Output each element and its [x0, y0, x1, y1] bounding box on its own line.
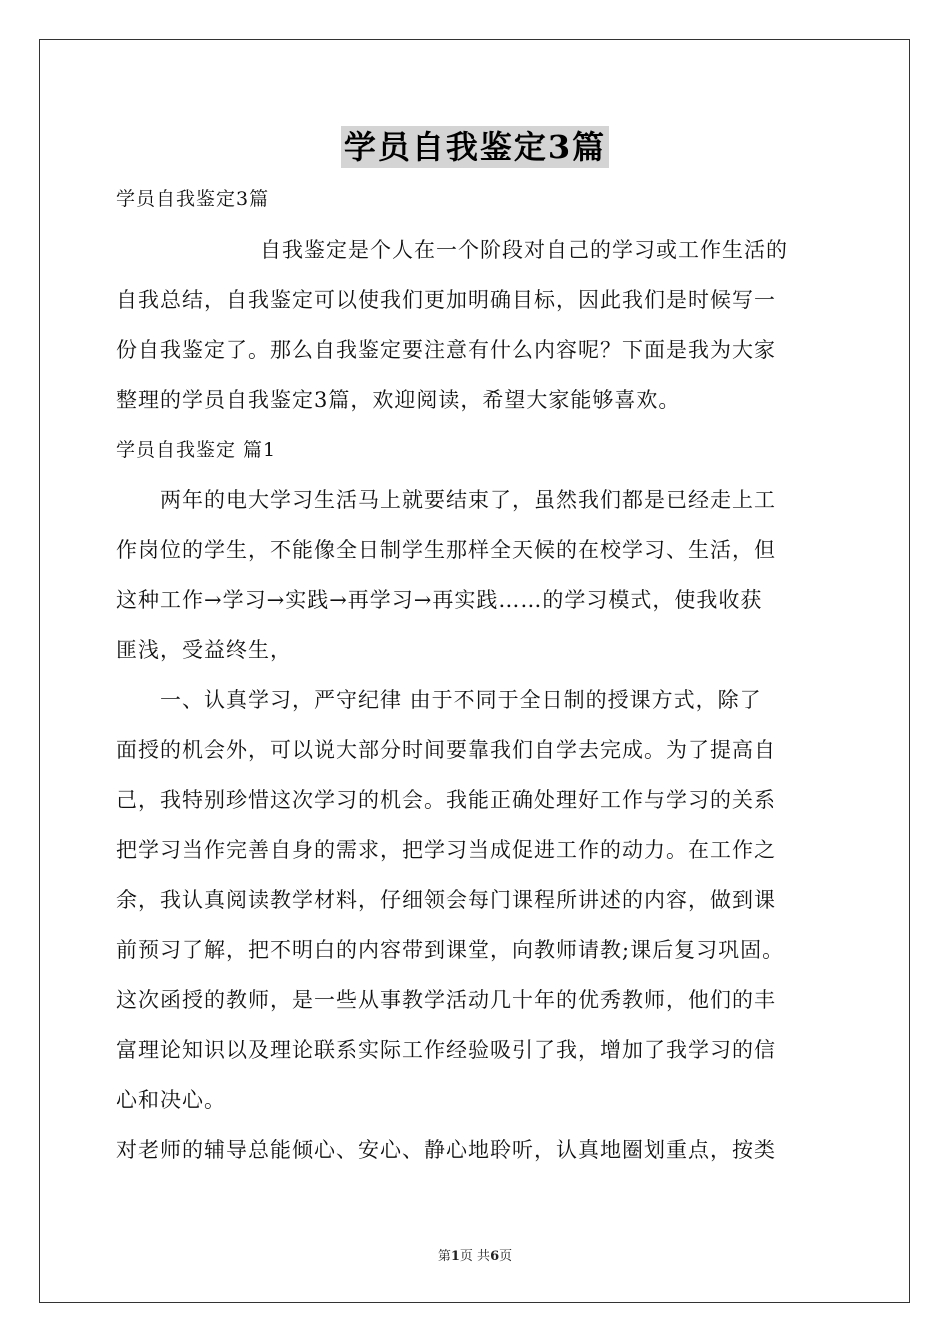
- title-container: [0, 126, 950, 168]
- footer-mid: 页 共: [459, 1249, 491, 1264]
- intro-line-1: 自我鉴定是个人在一个阶段对自己的学习或工作生活的: [260, 238, 788, 262]
- paragraph-line-13: 心和决心。: [116, 1088, 226, 1112]
- paragraph-line-6: 面授的机会外，可以说大部分时间要靠我们自学去完成。为了提高自: [116, 738, 776, 762]
- footer-current-page: 1: [450, 1249, 460, 1264]
- paragraph-line-11: 这次函授的教师，是一些从事教学活动几十年的优秀教师，他们的丰: [116, 988, 776, 1012]
- footer-prefix: 第: [437, 1249, 451, 1264]
- paragraph-line-1: 两年的电大学习生活马上就要结束了，虽然我们都是已经走上工: [160, 488, 776, 512]
- document-subtitle: 学员自我鉴定3篇: [116, 188, 270, 210]
- paragraph-line-9: 余，我认真阅读教学材料，仔细领会每门课程所讲述的内容，做到课: [116, 888, 776, 912]
- paragraph-line-14: 对老师的辅导总能倾心、安心、静心地聆听，认真地圈划重点，按类: [116, 1138, 776, 1162]
- paragraph-line-2: 作岗位的学生，不能像全日制学生那样全天候的在校学习、生活，但: [116, 538, 776, 562]
- paragraph-line-10: 前预习了解，把不明白的内容带到课堂，向教师请教;课后复习巩固。: [116, 938, 785, 962]
- intro-line-3: 份自我鉴定了。那么自我鉴定要注意有什么内容呢？下面是我为大家: [116, 338, 776, 362]
- paragraph-line-3: 这种工作→学习→实践→再学习→再实践……的学习模式，使我收获: [116, 588, 763, 612]
- document-title: 学员自我鉴定3篇: [341, 126, 609, 168]
- paragraph-line-5: 一、认真学习，严守纪律 由于不同于全日制的授课方式，除了: [160, 688, 762, 712]
- intro-line-4: 整理的学员自我鉴定3篇，欢迎阅读，希望大家能够喜欢。: [116, 388, 681, 412]
- section-heading: 学员自我鉴定 篇1: [116, 439, 277, 461]
- intro-line-2: 自我总结，自我鉴定可以使我们更加明确目标，因此我们是时候写一: [116, 288, 776, 312]
- page-footer: [0, 1248, 950, 1266]
- footer-total-pages: 6: [490, 1249, 500, 1264]
- paragraph-line-8: 把学习当作完善自身的需求，把学习当成促进工作的动力。在工作之: [116, 838, 776, 862]
- paragraph-line-4: 匪浅，受益终生，: [116, 638, 292, 662]
- paragraph-line-7: 己，我特别珍惜这次学习的机会。我能正确处理好工作与学习的关系: [116, 788, 776, 812]
- footer-suffix: 页: [499, 1249, 513, 1264]
- paragraph-line-12: 富理论知识以及理论联系实际工作经验吸引了我，增加了我学习的信: [116, 1038, 776, 1062]
